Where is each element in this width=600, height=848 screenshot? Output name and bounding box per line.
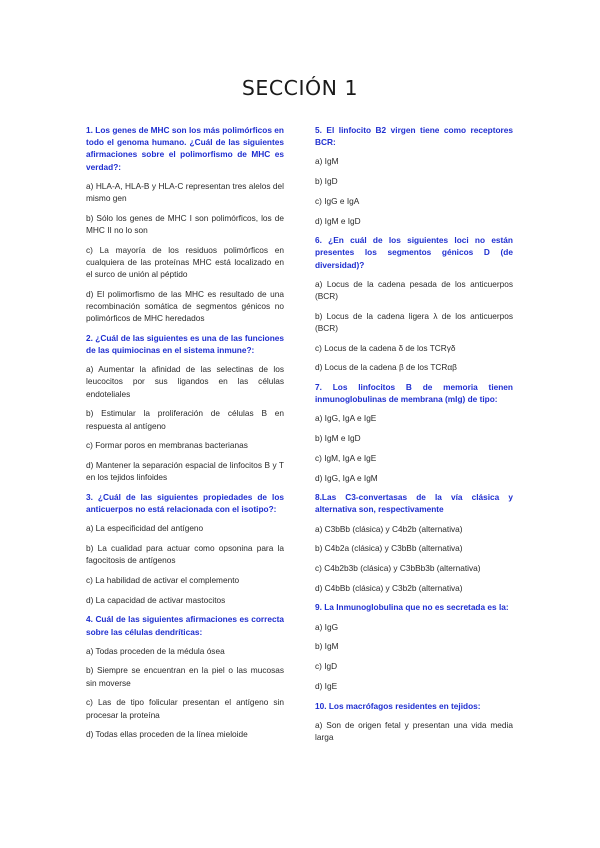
answer-option: d) La capacidad de activar mastocitos [86, 594, 226, 605]
answer-option: d) IgE [315, 680, 338, 691]
question-block-4 [86, 613, 284, 740]
answer-option: b) IgD [315, 176, 338, 187]
answer-option: c) IgD [315, 661, 338, 672]
answer-option: b) La cualidad para actuar como opsonina para la fagocitosis de antígenos [86, 542, 284, 566]
answer-option: c) La habilidad de activar el complemento [86, 574, 240, 585]
answer-option: a) HLA-A, HLA-B y HLA-C representan tres alelos del mismo gen [86, 180, 284, 204]
answer-option: b) Siempre se encuentran en la piel o las mucosas sin moverse [86, 665, 284, 688]
answer-option: c) La mayoría de los residuos polimórficos en cualquiera de las proteínas MHC está localizado en el surco de unión al péptido [86, 244, 284, 280]
question-block-2 [86, 332, 284, 484]
answer-option: a) Aumentar la afinidad de las selectinas de los leucocitos por sus ligandos en las células endoteliales [86, 364, 284, 399]
question-text: 8.Las C3-convertasas de la vía clásica y alternativa son, respectivamente [315, 492, 513, 515]
answer-option: c) IgG e IgA [315, 195, 360, 206]
question-block-10 [315, 700, 513, 744]
question-text: 4. Cuál de las siguientes afirmaciones es correcta sobre las células dendríticas: [86, 614, 284, 637]
question-text: 10. Los macrófagos residentes en tejidos: [315, 700, 481, 711]
question-text: 7. Los linfocitos B de memoria tienen inmunoglobulinas de membrana (mIg) de tipo: [315, 382, 513, 405]
answer-option: a) IgM [315, 156, 339, 167]
answer-option: b) Sólo los genes de MHC I son polimórficos, los de MHC II no lo son [86, 212, 284, 235]
answer-option: a) C3bBb (clásica) y C4b2b (alternativa) [315, 523, 463, 534]
answer-option: a) La especificidad del antígeno [86, 523, 204, 534]
answer-option: a) IgG, IgA e IgE [315, 413, 377, 424]
question-block-3 [86, 491, 284, 606]
answer-option: c) IgM, IgA e IgE [315, 452, 377, 463]
answer-option: a) Todas proceden de la médula ósea [86, 645, 225, 656]
answer-option: c) Formar poros en membranas bacterianas [86, 440, 248, 451]
answer-option: b) IgM e IgD [315, 433, 361, 444]
answer-option: a) Locus de la cadena pesada de los anticuerpos (BCR) [315, 278, 513, 302]
answer-option: d) Todas ellas proceden de la línea mieloide [86, 729, 248, 740]
left-column [86, 124, 284, 748]
question-text: 6. ¿En cuál de los siguientes loci no están presentes los segmentos génicos D (de diversidad)? [315, 235, 513, 270]
answer-option: c) Locus de la cadena δ de los TCRγδ [315, 342, 456, 353]
answer-option: d) IgG, IgA e IgM [315, 472, 378, 483]
section-title: SECCIÓN 1 [241, 76, 359, 100]
answer-option: a) Son de origen fetal y presentan una vida media larga [315, 719, 513, 742]
question-text: 1. Los genes de MHC son los más polimórficos en todo el genoma humano. ¿Cuál de las siguientes afirmaciones sobre el polimorfismo de MHC es verdad?: [86, 125, 284, 172]
question-block-1 [86, 124, 284, 324]
answer-option: d) C4bBb (clásica) y C3b2b (alternativa) [315, 582, 463, 593]
right-column [315, 124, 513, 751]
answer-option: a) IgG [315, 621, 339, 632]
question-text: 9. La Inmunoglobulina que no es secretada es la: [315, 602, 509, 613]
answer-option: d) El polimorfismo de las MHC es resultado de una recombinación somática de segmentos génicos no polimórficos de MHC heredados [86, 288, 284, 324]
question-text: 2. ¿Cuál de las siguientes es una de las funciones de las quimiocinas en el sistema inmune?: [86, 332, 284, 356]
answer-option: c) C4b2b3b (clásica) y C3bBb3b (alternativa) [315, 563, 481, 574]
answer-option: d) IgM e IgD [315, 215, 361, 226]
question-block-8 [315, 491, 513, 594]
answer-option: b) Estimular la proliferación de células B en respuesta al antígeno [86, 408, 284, 431]
question-block-7 [315, 381, 513, 484]
question-block-9 [315, 601, 513, 692]
answer-option: d) Locus de la cadena β de los TCRαβ [315, 362, 457, 373]
answer-option: c) Las de tipo folicular presentan el antígeno sin procesar la proteína [86, 697, 284, 720]
question-text: 3. ¿Cuál de las siguientes propiedades de los anticuerpos no está relacionada con el isotipo?: [86, 491, 284, 515]
answer-option: b) Locus de la cadena ligera λ de los anticuerpos (BCR) [315, 310, 513, 333]
answer-option: d) Mantener la separación espacial de linfocitos B y T en los tejidos linfoides [86, 459, 284, 483]
question-text: 5. El linfocito B2 virgen tiene como receptores BCR: [315, 125, 513, 148]
answer-option: b) IgM [315, 641, 339, 652]
answer-option: b) C4b2a (clásica) y C3bBb (alternativa) [315, 543, 463, 554]
question-block-5 [315, 124, 513, 227]
question-block-6 [315, 234, 513, 373]
